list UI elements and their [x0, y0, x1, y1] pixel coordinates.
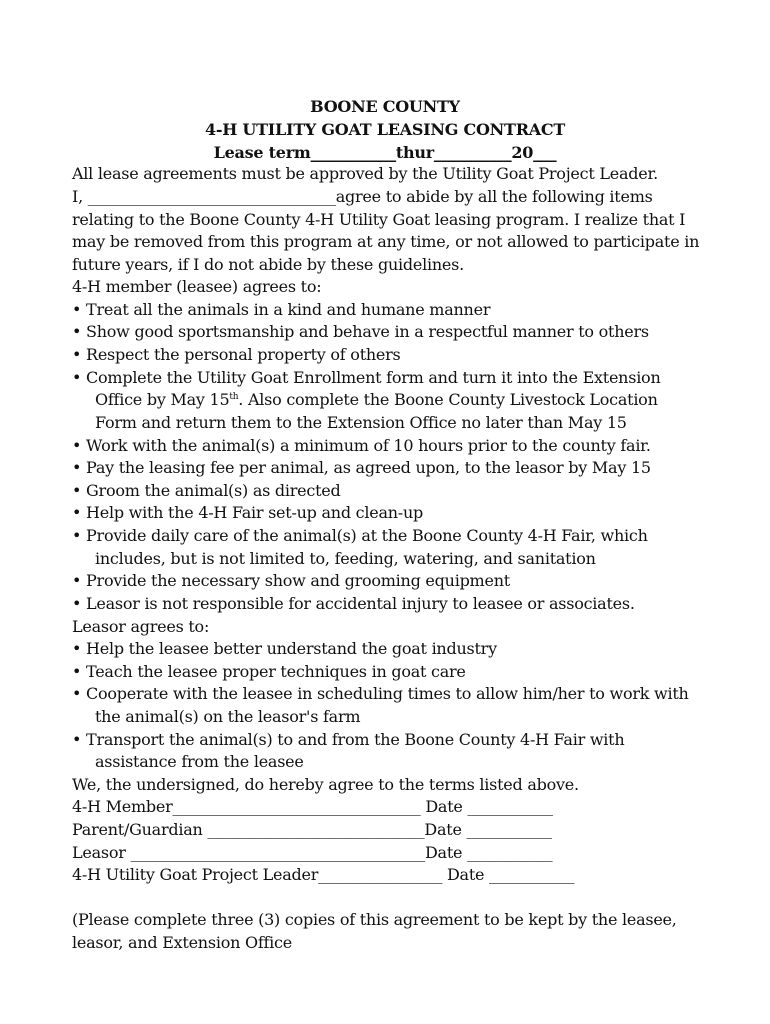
contract-title: 4-H UTILITY GOAT LEASING CONTRACT: [204, 120, 566, 139]
member-item: • Pay the leasing fee per animal, as agreed upon, to the leasor by May 15: [72, 458, 651, 477]
intro-line: future years, if I do not abide by these guidelines.: [72, 255, 464, 274]
member-item: • Work with the animal(s) a minimum of 10 hours prior to the county fair.: [72, 436, 651, 455]
member-item: • Respect the personal property of others: [72, 345, 401, 364]
signature-line-project-leader: 4-H Utility Goat Project Leader________________ Date ___________: [72, 865, 575, 884]
member-item: • Groom the animal(s) as directed: [72, 481, 341, 500]
member-item: • Show good sportsmanship and behave in a respectful manner to others: [72, 322, 649, 341]
member-item-continued: includes, but is not limited to, feeding, watering, and sanitation: [95, 549, 596, 568]
intro-line: All lease agreements must be approved by the Utility Goat Project Leader.: [72, 164, 658, 183]
footer-note: (Please complete three (3) copies of this agreement to be kept by the leasee,: [72, 910, 677, 929]
intro-line: I, ________________________________agree to abide by all the following items: [72, 187, 653, 206]
leasor-item: • Help the leasee better understand the goat industry: [72, 639, 497, 658]
member-item: • Treat all the animals in a kind and humane manner: [72, 300, 491, 319]
agreement-statement: We, the undersigned, do hereby agree to the terms listed above.: [72, 775, 579, 794]
leasor-item: • Transport the animal(s) to and from the Boone County 4-H Fair with: [72, 730, 625, 749]
member-item-continued: Office by May 15th. Also complete the Boone County Livestock Location: [95, 390, 658, 409]
leasor-item: • Cooperate with the leasee in scheduling times to allow him/her to work with: [72, 684, 689, 703]
member-item: • Provide daily care of the animal(s) at the Boone County 4-H Fair, which: [72, 526, 648, 545]
signature-line-leasor: Leasor ______________________________________Date ___________: [72, 843, 553, 862]
signature-line-member: 4-H Member________________________________ Date ___________: [72, 797, 553, 816]
member-item-continued: Form and return them to the Extension Office no later than May 15: [95, 413, 627, 432]
county-heading: BOONE COUNTY: [310, 97, 460, 116]
leasor-section-heading: Leasor agrees to:: [72, 617, 210, 636]
intro-line: may be removed from this program at any time, or not allowed to participate in: [72, 232, 700, 251]
member-item: • Leasor is not responsible for accidental injury to leasee or associates.: [72, 594, 635, 613]
footer-note: leasor, and Extension Office: [72, 933, 292, 952]
member-item: • Complete the Utility Goat Enrollment form and turn it into the Extension: [72, 368, 661, 387]
lease-term-line: Lease term___________thur__________20___: [213, 143, 557, 162]
member-section-heading: 4-H member (leasee) agrees to:: [72, 277, 322, 296]
signature-line-parent: Parent/Guardian ____________________________Date ___________: [72, 820, 552, 839]
member-item: • Provide the necessary show and grooming equipment: [72, 571, 510, 590]
member-item: • Help with the 4-H Fair set-up and clean-up: [72, 503, 424, 522]
leasor-item-continued: the animal(s) on the leasor's farm: [95, 707, 361, 726]
intro-line: relating to the Boone County 4-H Utility Goat leasing program. I realize that I: [72, 210, 686, 229]
leasor-item-continued: assistance from the leasee: [95, 752, 304, 771]
leasor-item: • Teach the leasee proper techniques in goat care: [72, 662, 466, 681]
